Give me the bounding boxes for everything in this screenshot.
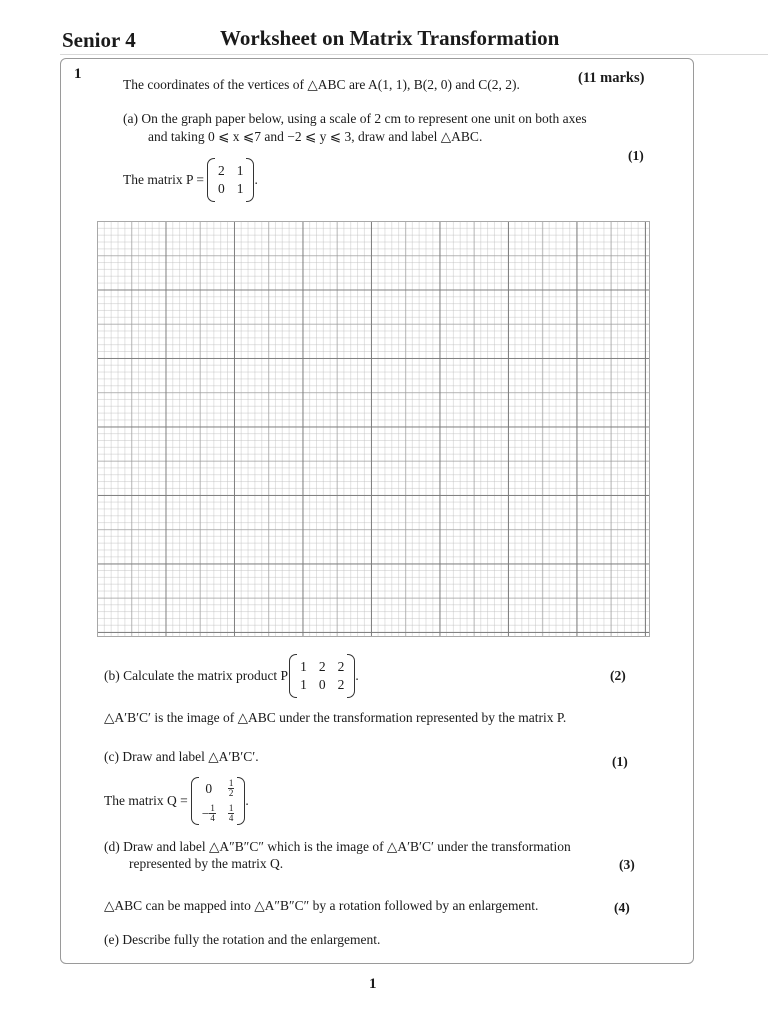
- matrix-b-cell: 0: [318, 677, 326, 692]
- matrix-b-cell: 2: [337, 659, 345, 674]
- question-intro: The coordinates of the vertices of △ABC are A(1, 1), B(2, 0) and C(2, 2).: [123, 77, 520, 92]
- graph-paper[interactable]: [97, 221, 650, 637]
- matrix-q: [191, 777, 246, 825]
- matrix-p: [207, 158, 255, 202]
- part-d-line1: (d) Draw and label △A″B″C″ which is the image of △A′B′C′ under the transformation: [104, 839, 571, 854]
- total-marks: (11 marks): [578, 70, 645, 86]
- part-d-marks: (3): [619, 857, 635, 872]
- matrix-q-cell: 0: [205, 780, 213, 796]
- matrix-b-cell: 2: [337, 677, 345, 692]
- page-number: 1: [369, 976, 377, 992]
- matrix-p-cell: 2: [217, 163, 225, 178]
- part-e-marks: (4): [614, 900, 630, 915]
- matrix-q-cell: − $\frac{1}{4}$: [201, 803, 215, 823]
- part-d-line2: represented by the matrix Q.: [129, 856, 284, 871]
- part-a-marks: (1): [628, 148, 644, 163]
- matrix-p-label: The matrix P =: [123, 172, 204, 187]
- matrix-b: [289, 654, 355, 698]
- worksheet-title: Worksheet on Matrix Transformation: [220, 26, 560, 50]
- matrix-p-row: The matrix P = 2 1 0 1 .: [123, 158, 258, 202]
- matrix-b-cell: 2: [318, 659, 326, 674]
- part-b-text: (b) Calculate the matrix product P: [104, 668, 289, 683]
- part-b-row: (b) Calculate the matrix product P 1 2 2 1 0 2 .: [104, 654, 359, 698]
- matrix-b-cell: 1: [300, 677, 307, 692]
- matrix-q-row: The matrix Q = 0 $\frac{1}{2}$ − $\frac{1}{4}$ $\frac{1}{4}$ .: [104, 778, 249, 823]
- matrix-p-cell: 1: [236, 163, 244, 178]
- part-a-line2: and taking 0 ⩽ x ⩽7 and −2 ⩽ y ⩽ 3, draw and label △ABC.: [148, 129, 483, 144]
- matrix-p-cell: 0: [217, 181, 225, 196]
- part-e-text: (e) Describe fully the rotation and the enlargement.: [104, 932, 381, 947]
- matrix-q-fraction: $\frac{1}{2}$: [228, 778, 234, 798]
- course-label: Senior 4: [62, 28, 136, 52]
- mapping-statement: △ABC can be mapped into △A″B″C″ by a rotation followed by an enlargement.: [104, 898, 539, 913]
- part-c-text: (c) Draw and label △A′B′C′.: [104, 749, 259, 764]
- part-c-marks: (1): [612, 754, 628, 769]
- matrix-p-cell: 1: [236, 181, 244, 196]
- matrix-q-label: The matrix Q =: [104, 793, 188, 808]
- image-statement: △A′B′C′ is the image of △ABC under the transformation represented by the matrix P.: [104, 710, 567, 725]
- question-number: 1: [74, 66, 82, 82]
- part-b-marks: (2): [610, 668, 626, 683]
- matrix-q-fraction: $\frac{1}{4}$: [228, 803, 234, 823]
- header-divider: [60, 54, 768, 55]
- matrix-b-cell: 1: [300, 659, 307, 674]
- part-a-line1: (a) On the graph paper below, using a scale of 2 cm to represent one unit on both axes: [123, 111, 587, 126]
